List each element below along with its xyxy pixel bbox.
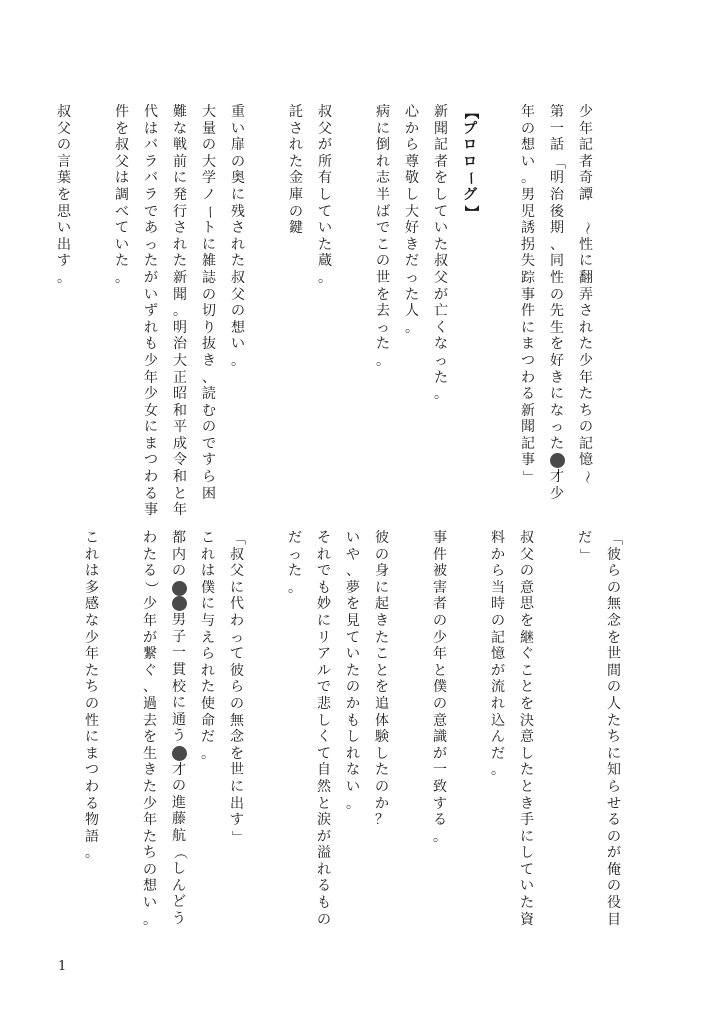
text-line: 少 年 記 者 奇 譚 ～ 性 に 翻 弄 さ れ た 少 年 た ち の 記 憶 ～ xyxy=(578,104,595,485)
bottom-text-block xyxy=(76,530,627,930)
text-line: 代 は バ ラ バ ラ で あ っ た が い ず れ も 少 年 少 女 に ま つ わ る 事 xyxy=(144,104,158,519)
page-number: 1 xyxy=(58,959,67,974)
text-line: 叔 父 の 意 思 を 継 ぐ こ と を 決 意 し た と き 手 に し て い た 資 xyxy=(520,530,534,928)
text-line: 件 を 叔 父 は 調 べ て い た 。 xyxy=(115,104,129,286)
text-line: 料 か ら 当 時 の 記 憶 が 流 れ 込 ん だ 。 xyxy=(491,530,505,779)
text-line: 病 に 倒 れ 志 半 ば で こ の 世 を 去 っ た 。 xyxy=(376,104,390,369)
text-line: 【 プ ロ ロ ー グ 】 xyxy=(462,105,479,219)
top-text-block xyxy=(48,104,599,519)
text-line: 託 さ れ た 金 庫 の 鍵 xyxy=(289,104,303,237)
text-line: 第 一 話 「 明 治 後 期 、 同 性 の 先 生 を 好 き に な っ た 才 少 xyxy=(549,104,566,502)
text-line: 難 な 戦 前 に 発 行 さ れ た 新 聞 。 明 治 大 正 昭 和 平 成 令 和 と 年 xyxy=(173,104,187,519)
text-line: 「 彼 ら の 無 念 を 世 間 の 人 た ち に 知 ら せ る の が 俺 の 役 目 xyxy=(606,531,623,928)
text-line: そ れ で も 妙 に リ ア ル で 悲 し く て 自 然 と 涙 が 溢 れ る も の xyxy=(317,530,331,928)
text-line: 彼 の 身 に 起 き た こ と を 追 体 験 し た の か ？ xyxy=(375,530,389,829)
text-line: だ 」 xyxy=(577,530,594,562)
text-line: だ っ た 。 xyxy=(288,530,302,596)
text-line: 新 聞 記 者 を し て い た 叔 父 が 亡 く な っ た 。 xyxy=(434,104,448,403)
text-line: 心 か ら 尊 敬 し 大 好 き だ っ た 人 。 xyxy=(405,104,419,336)
text-line: 叔 父 が 所 有 し て い た 蔵 。 xyxy=(318,104,332,286)
text-line: こ れ は 僕 に 与 え ら れ た 使 命 だ 。 xyxy=(201,530,215,762)
text-line: 事 件 被 害 者 の 少 年 と 僕 の 意 識 が 一 致 す る 。 xyxy=(433,530,447,845)
text-line: 大 量 の 大 学 ノ ー ト に 雑 誌 の 切 り 抜 き 、 読 む の で す ら 困 xyxy=(201,104,218,502)
text-line: 叔 父 の 言 葉 を 思 い 出 す 。 xyxy=(57,104,71,286)
text-line: 重 い 扉 の 奥 に 残 さ れ た 叔 父 の 想 い 。 xyxy=(231,104,245,369)
text-line: 「 叔 父 に 代 わ っ て 彼 ら の 無 念 を 世 に 出 す 」 xyxy=(229,531,246,844)
text-line: こ れ は 多 感 な 少 年 た ち の 性 に ま つ わ る 物 語 。 xyxy=(85,530,99,862)
text-line: い や 、 夢 を 見 て い た の か も し れ な い 。 xyxy=(346,530,360,812)
text-line: 都 内 の 男 子 一 貫 校 に 通 う 才 の 進 藤 航 （ し ん ど う xyxy=(171,530,188,927)
text-line: 年 の 想 い 。 男 児 誘 拐 失 踪 事 件 に ま つ わ る 新 聞 記 事 」 xyxy=(520,104,537,485)
text-line: わ た る ） 少 年 が 繋 ぐ 、 過 去 を 生 き た 少 年 た ち の 想 い 。 xyxy=(142,530,159,928)
